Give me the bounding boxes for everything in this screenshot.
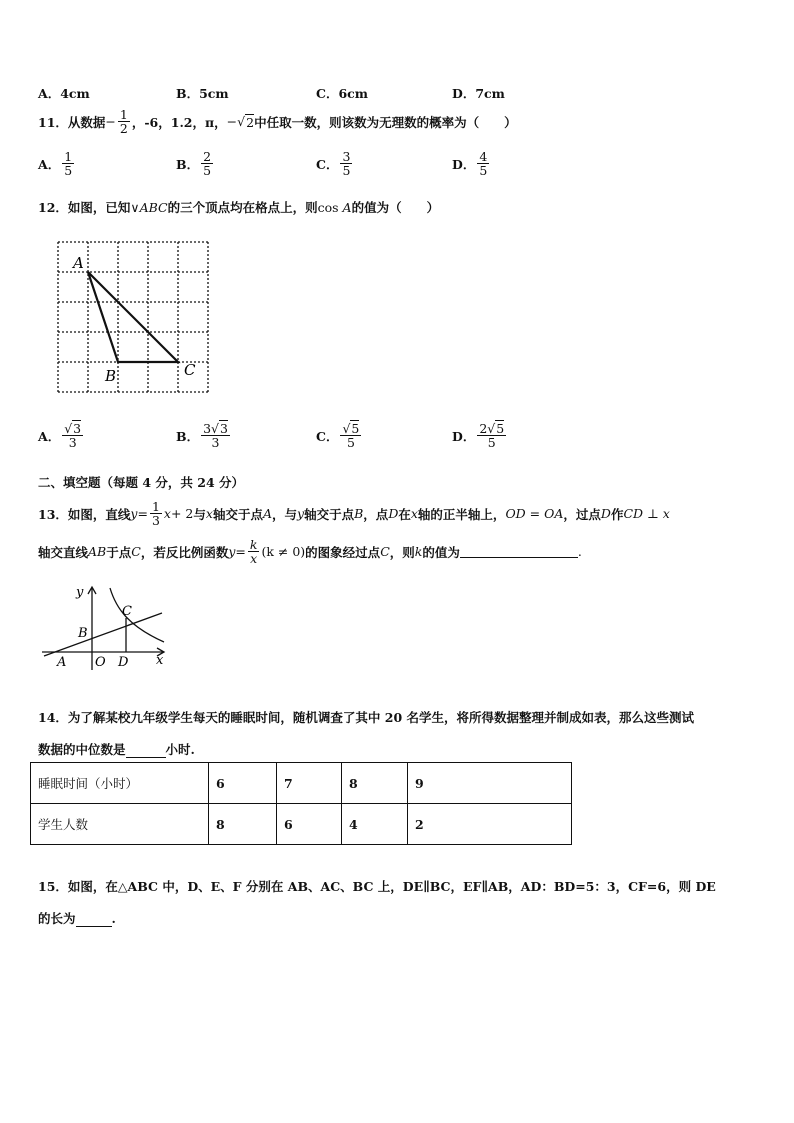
q13-number: 13． bbox=[38, 506, 68, 522]
q13-inv-equals: = bbox=[235, 544, 246, 560]
q14-line2-b: 小时. bbox=[165, 742, 195, 757]
q13-label-o: O bbox=[95, 655, 106, 670]
q13-x-var-2: x bbox=[410, 506, 418, 522]
q13-text-2: 与 bbox=[193, 506, 206, 522]
q12-option-b-letter: B． bbox=[176, 428, 200, 444]
table-cell: 9 bbox=[408, 763, 572, 804]
q13-label-a: A bbox=[57, 655, 67, 670]
q13-x-var: x bbox=[205, 506, 213, 522]
q11-number: 11． bbox=[38, 114, 68, 130]
table-cell: 2 bbox=[408, 804, 572, 845]
section-2-heading: 二、填空题（每题 4 分，共 24 分） bbox=[38, 475, 245, 490]
table-cell: 8 bbox=[209, 804, 277, 845]
q13-eq-num: 1 bbox=[151, 499, 160, 514]
q13-inv-y: y bbox=[228, 544, 236, 560]
q11-option-a-letter: A． bbox=[38, 156, 61, 172]
q13-text-8: 轴的正半轴上， bbox=[417, 506, 506, 522]
table-cell: 6 bbox=[277, 804, 342, 845]
q12-triangle bbox=[88, 272, 178, 362]
q12-option-d bbox=[452, 422, 508, 449]
q11-text-before: 从数据 bbox=[67, 114, 106, 130]
q11-half-denominator: 2 bbox=[119, 121, 128, 137]
q13-text-5: 轴交于点 bbox=[304, 506, 355, 522]
q13-line-ab bbox=[44, 613, 162, 656]
q13-d-var: D bbox=[388, 506, 399, 522]
q12-grid-figure bbox=[50, 236, 220, 401]
table-cell: 7 bbox=[277, 763, 342, 804]
q13-line2-text-4: 的图象经过点 bbox=[305, 544, 381, 560]
q11-option-a-den: 5 bbox=[64, 163, 73, 179]
q14-line1-text: 为了解某校九年级学生每天的睡眠时间，随机调查了其中 20 名学生，将所得数据整理并制成如表，那么这些测试 bbox=[67, 710, 695, 725]
q12-option-d-radical: √ bbox=[487, 421, 496, 436]
q12-triangle-symbol: ∨ bbox=[130, 200, 140, 215]
q12-text-1: 如图，已知 bbox=[67, 200, 131, 215]
q11-option-d bbox=[452, 150, 491, 177]
q15-answer-blank[interactable] bbox=[76, 914, 112, 927]
q12-option-d-coef: 2 bbox=[479, 421, 488, 436]
q13-k-var: k bbox=[414, 544, 423, 560]
q12-label-b: B bbox=[105, 367, 117, 385]
q12-number: 12． bbox=[38, 200, 68, 215]
q13-figure bbox=[38, 582, 173, 674]
q11-sqrt-radical: √ bbox=[237, 114, 246, 130]
q13-line2-end: . bbox=[577, 544, 582, 560]
q11-option-d-letter: D． bbox=[452, 156, 476, 172]
q12-option-a-den: 3 bbox=[68, 435, 77, 451]
q13-label-b: B bbox=[78, 626, 88, 641]
q11-option-b bbox=[176, 150, 215, 177]
q13-line2-text-3: ，若反比例函数 bbox=[140, 544, 229, 560]
q12-option-c-letter: C． bbox=[316, 428, 339, 444]
q10-option-c: C．6cm bbox=[316, 86, 368, 101]
q11-option-b-letter: B． bbox=[176, 156, 200, 172]
table-row bbox=[31, 804, 572, 845]
q13-od-oa: OD = OA bbox=[505, 506, 564, 522]
q11-neg-sqrt-sign: − bbox=[226, 114, 238, 130]
q13-y-var: y bbox=[297, 506, 305, 522]
sleep-time-table bbox=[30, 762, 572, 845]
q12-option-b bbox=[176, 422, 232, 449]
table-cell: 睡眠时间（小时） bbox=[31, 763, 209, 804]
q11-option-b-num: 2 bbox=[203, 149, 212, 164]
q14-line2-a: 数据的中位数是 bbox=[38, 742, 126, 757]
q12-label-a: A bbox=[73, 254, 84, 272]
question-14-line-1 bbox=[38, 708, 694, 726]
question-13-line-1 bbox=[38, 500, 670, 527]
q13-line2-text-1: 轴交直线 bbox=[38, 544, 89, 560]
q13-eq-equals: = bbox=[137, 506, 148, 522]
q10-option-b: B．5cm bbox=[176, 86, 229, 101]
q11-option-c-num: 3 bbox=[342, 149, 351, 164]
q13-text-7: 在 bbox=[398, 506, 411, 522]
q10-option-d: D．7cm bbox=[452, 86, 505, 101]
q13-text-6: ，点 bbox=[363, 506, 389, 522]
q11-option-a-num: 1 bbox=[64, 149, 73, 164]
q13-text-4: ，与 bbox=[272, 506, 298, 522]
table-cell: 学生人数 bbox=[31, 804, 209, 845]
q12-option-c-rad: 5 bbox=[351, 421, 360, 436]
q12-option-b-radical: √ bbox=[211, 421, 219, 436]
q11-option-c-den: 5 bbox=[342, 163, 351, 179]
q12-text-3: 的值为（ ） bbox=[351, 200, 440, 215]
q12-label-c: C bbox=[184, 361, 196, 379]
q11-text-after: 中任取一数，则该数为无理数的概率为（ ） bbox=[254, 114, 517, 130]
q13-eq-rest: + 2 bbox=[170, 506, 194, 522]
q13-label-d: D bbox=[118, 655, 129, 670]
q12-option-b-den: 3 bbox=[211, 435, 220, 451]
question-15-line-1 bbox=[38, 877, 716, 895]
q12-option-a bbox=[38, 422, 85, 449]
q13-text-1: 如图，直线 bbox=[67, 506, 131, 522]
q13-label-x: x bbox=[156, 653, 164, 668]
q13-line2-text-6: 的值为 bbox=[422, 544, 460, 560]
q14-answer-blank[interactable] bbox=[126, 745, 166, 758]
q13-line2-text-2: 于点 bbox=[106, 544, 132, 560]
q11-option-c-letter: C． bbox=[316, 156, 339, 172]
q11-option-a bbox=[38, 150, 76, 177]
q12-option-a-radical: √ bbox=[64, 421, 73, 436]
question-13-line-2 bbox=[38, 538, 582, 565]
q12-option-d-letter: D． bbox=[452, 428, 476, 444]
q13-text-3: 轴交于点 bbox=[212, 506, 263, 522]
question-14-line-2 bbox=[38, 740, 195, 758]
q15-number: 15． bbox=[38, 879, 68, 894]
q13-answer-blank[interactable] bbox=[460, 545, 578, 558]
q13-label-c: C bbox=[122, 604, 132, 619]
q11-neg-sign: − bbox=[105, 114, 116, 130]
q12-option-a-letter: A． bbox=[38, 428, 61, 444]
q11-option-d-num: 4 bbox=[479, 149, 488, 164]
q13-b-var: B bbox=[354, 506, 364, 522]
q15-line2-a: 的长为 bbox=[38, 911, 76, 926]
q11-option-c bbox=[316, 150, 354, 177]
question-15-line-2 bbox=[38, 909, 116, 927]
q12-cos-var: A bbox=[342, 200, 352, 215]
q13-inv-num: k bbox=[249, 537, 258, 552]
q12-option-d-rad: 5 bbox=[496, 421, 505, 436]
q12-option-b-rad: 3 bbox=[220, 421, 228, 436]
q14-number: 14． bbox=[38, 710, 68, 725]
q13-c-var-2: C bbox=[380, 544, 390, 560]
q13-line2-text-5: ，则 bbox=[389, 544, 415, 560]
q11-neg-half bbox=[118, 108, 130, 135]
q12-option-c-den: 5 bbox=[346, 435, 355, 451]
q11-option-b-den: 5 bbox=[203, 163, 212, 179]
table-row bbox=[31, 763, 572, 804]
question-12 bbox=[38, 198, 439, 216]
question-11 bbox=[38, 108, 517, 135]
q11-option-d-den: 5 bbox=[479, 163, 488, 179]
q13-cd-perp: CD ⊥ x bbox=[623, 506, 670, 522]
q13-inv-condition: (k ≠ 0) bbox=[261, 544, 306, 560]
q12-option-c-radical: √ bbox=[342, 421, 351, 436]
q13-c-var: C bbox=[131, 544, 141, 560]
q12-cos: cos bbox=[317, 200, 339, 215]
q11-sqrt-value: 2 bbox=[246, 114, 255, 130]
q13-text-10: 作 bbox=[610, 506, 624, 522]
q13-ab-var: AB bbox=[88, 544, 107, 560]
q13-text-9: ，过点 bbox=[563, 506, 601, 522]
q12-triangle-name: ABC bbox=[139, 200, 168, 215]
q11-text-middle: ，‑6，1.2，π， bbox=[131, 114, 227, 130]
q12-option-a-rad: 3 bbox=[73, 421, 82, 436]
q13-inv-den: x bbox=[250, 551, 258, 567]
q11-half-numerator: 1 bbox=[119, 107, 128, 122]
q12-text-2: 的三个顶点均在格点上，则 bbox=[167, 200, 318, 215]
q15-line1-text: 如图，在△ABC 中，D、E、F 分别在 AB、AC、BC 上，DE∥BC，EF∥AB，AD：BD=5：3，CF=6，则 DE bbox=[67, 879, 716, 894]
q13-d-var-2: D bbox=[600, 506, 611, 522]
q12-option-c bbox=[316, 422, 363, 449]
q15-line2-b: . bbox=[111, 911, 116, 926]
q10-option-a: A．4cm bbox=[38, 86, 90, 101]
q13-a-var: A bbox=[262, 506, 273, 522]
q12-option-d-den: 5 bbox=[487, 435, 496, 451]
table-cell: 6 bbox=[209, 763, 277, 804]
q12-option-b-coef: 3 bbox=[203, 421, 212, 436]
q13-label-y: y bbox=[76, 585, 84, 600]
q13-eq-y: y bbox=[130, 506, 138, 522]
table-cell: 4 bbox=[342, 804, 408, 845]
table-cell: 8 bbox=[342, 763, 408, 804]
q13-eq-den: 3 bbox=[151, 513, 160, 529]
q13-eq-x: x bbox=[163, 506, 171, 522]
